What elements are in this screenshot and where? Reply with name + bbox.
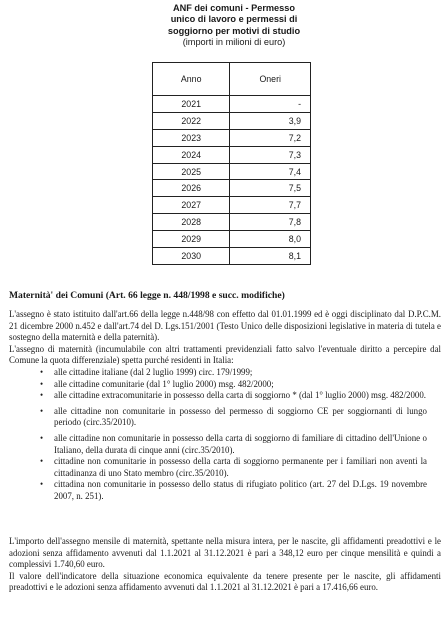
eligibility-list [9, 367, 441, 503]
year-cell: 2021 [153, 96, 230, 113]
value-cell: - [230, 96, 311, 113]
year-cell: 2027 [153, 197, 230, 214]
table-row [153, 248, 311, 265]
list-item: • alle cittadine non comunitarie in possesso della carta di soggiorno di familiare di cittadino dell'Unione o Italiano, della durata di cinque anni (circ.35/2010). [9, 433, 441, 456]
list-item: • alle cittadine extracomunitarie in possesso della carta di soggiorno * (dal 1° luglio 2000) msg. 482/2000. [9, 390, 441, 402]
section-title: Maternità' dei Comuni (Art. 66 legge n. 448/1998 e succ. modifiche) [9, 290, 285, 301]
table-row [153, 112, 311, 129]
column-header-anno: Anno [153, 63, 230, 96]
table-row [153, 197, 311, 214]
year-cell: 2028 [153, 214, 230, 231]
table-units: (importi in milioni di euro) [182, 37, 286, 48]
paragraph-intro: L'assegno è stato istituito dall'art.66 della legge n.448/98 con effetto dal 01.01.1999 ed è oggi disciplinato dal D.P.C.M. 21 dicembre 2000 n.452 e dall'art.74 del D. Lgs.151/2001 (Testo Unico delle disposizioni legislative in materia di tutela e sostegno della maternità e della paternità). [9, 309, 441, 343]
value-cell: 8,0 [230, 231, 311, 248]
value-cell: 7,4 [230, 163, 311, 180]
table-row [153, 96, 311, 113]
value-cell: 7,2 [230, 129, 311, 146]
column-header-oneri: Oneri [230, 63, 311, 96]
value-cell: 7,7 [230, 197, 311, 214]
oneri-table [152, 62, 311, 265]
table-row [153, 146, 311, 163]
table-row [153, 231, 311, 248]
year-cell: 2022 [153, 112, 230, 129]
table-row [153, 163, 311, 180]
table-title-line: ANF dei comuni - Permesso [172, 3, 296, 13]
value-cell: 7,8 [230, 214, 311, 231]
year-cell: 2024 [153, 146, 230, 163]
list-item: • alle cittadine italiane (dal 2 luglio 1999) circ. 179/1999; [9, 367, 441, 379]
year-cell: 2030 [153, 248, 230, 265]
year-cell: 2025 [153, 163, 230, 180]
table-row [153, 180, 311, 197]
paragraph-amount: L'importo dell'assegno mensile di maternità, spettante nella misura intera, per le nascite, gli affidamenti preadottivi e le adozioni senza affidamento avvenuti dal 1.1.2021 al 31.12.2021 è pari a 348,12 euro per cinque mensilità e quindi a complessivi 1.740,60 euro. [9, 536, 441, 570]
year-cell: 2029 [153, 231, 230, 248]
table-title-line: soggiorno per motivi di studio [167, 25, 301, 36]
value-cell: 7,5 [230, 180, 311, 197]
list-item: • alle cittadine non comunitarie in possesso del permesso di soggiorno CE per soggiornanti di lungo periodo (circ.35/2010). [9, 406, 441, 429]
table-row [153, 129, 311, 146]
body-text [9, 309, 441, 503]
table-title [150, 3, 318, 49]
table-row [153, 214, 311, 231]
paragraph-eligibility: L'assegno di maternità (incumulabile con altri trattamenti previdenziali fatto salvo l'eventuale diritto a percepire dal Comune la quota differenziale) spetta purché residenti in Italia: [9, 343, 441, 366]
year-cell: 2026 [153, 180, 230, 197]
paragraph-isee: Il valore dell'indicatore della situazione economica equivalente da tenere presente per le nascite, gli affidamenti preadottivi e le adozioni senza affidamento avvenuti dal 1.1.2021 al 31.12.2021 è pari a 17.416,66 euro. [9, 570, 441, 593]
value-cell: 7,3 [230, 146, 311, 163]
list-item: • alle cittadine comunitarie (dal 1° luglio 2000) msg. 482/2000; [9, 379, 441, 391]
value-cell: 3,9 [230, 112, 311, 129]
table-title-line: unico di lavoro e permessi di [170, 14, 298, 25]
list-item: • cittadine non comunitarie in possesso della carta di soggiorno permanente per i familiari non aventi la cittadinanza di uno Stato membro (circ.35/2010). [9, 456, 441, 479]
list-item: • cittadina non comunitarie in possesso dello status di rifugiato politico (art. 27 del D.Lgs. 19 novembre 2007, n. 251). [9, 479, 441, 502]
table-header-row [153, 63, 311, 96]
value-cell: 8,1 [230, 248, 311, 265]
year-cell: 2023 [153, 129, 230, 146]
body-text-amounts [9, 536, 441, 594]
